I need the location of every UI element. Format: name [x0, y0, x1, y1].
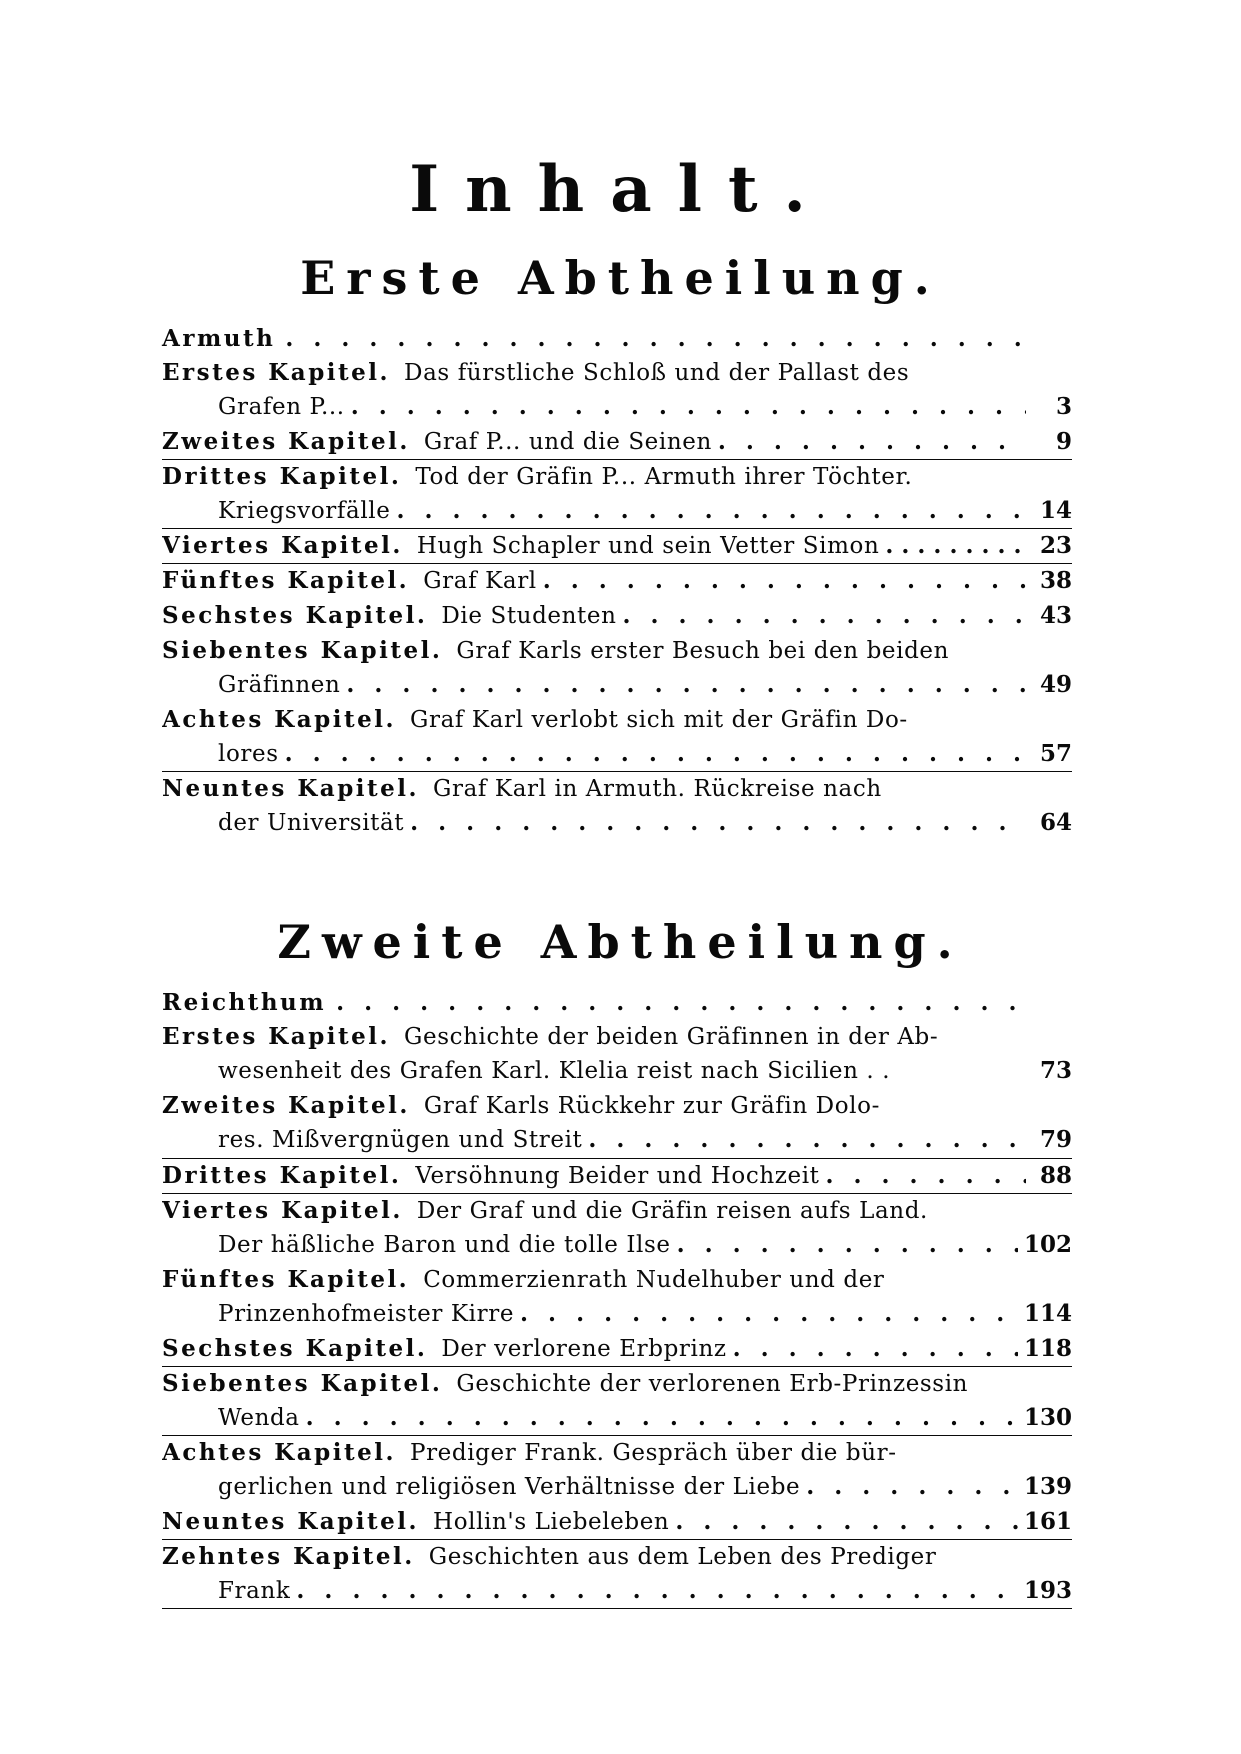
chapter-title: Frank	[218, 1578, 291, 1604]
chapter-label: Drittes Kapitel.	[162, 463, 402, 490]
toc-entry	[162, 1263, 1072, 1332]
chapter-label: Sechstes Kapitel.	[162, 602, 428, 629]
chapter-label: Viertes Kapitel.	[162, 532, 403, 559]
chapter-label: Zehntes Kapitel.	[162, 1543, 415, 1570]
chapter-label: Sechstes Kapitel.	[162, 1335, 428, 1362]
chapter-title: Versöhnung Beider und Hochzeit	[415, 1163, 820, 1189]
toc-entry	[162, 1540, 1072, 1609]
toc-entry	[162, 1158, 1072, 1194]
page-number: 193	[1023, 1577, 1072, 1604]
dot-leader	[623, 599, 1026, 633]
chapter-title: Die Studenten	[441, 603, 617, 629]
dot-leader	[677, 1228, 1018, 1262]
toc-entry	[162, 703, 1072, 772]
chapter-title: lores	[218, 741, 279, 767]
chapter-title: Geschichte der verlorenen Erb-Prinzessin	[456, 1371, 969, 1397]
chapter-label: Siebentes Kapitel.	[162, 637, 443, 664]
dot-leader	[675, 1505, 1018, 1539]
chapter-label: Fünftes Kapitel.	[162, 1266, 410, 1293]
part-heading-label: Armuth	[162, 325, 276, 352]
dot-leader	[826, 1159, 1027, 1193]
chapter-label: Erstes Kapitel.	[162, 359, 391, 386]
chapter-title: Hugh Schapler und sein Vetter Simon	[416, 533, 880, 559]
chapter-title: Der häßliche Baron und die tolle Ilse	[218, 1232, 671, 1258]
toc-entry	[162, 564, 1072, 599]
chapter-title: Hollin's Liebeleben	[433, 1509, 670, 1535]
page-number: 161	[1023, 1508, 1072, 1535]
page-number: 79	[1039, 1126, 1072, 1153]
dot-leader	[306, 1401, 1018, 1435]
page-number: 130	[1023, 1404, 1072, 1431]
chapter-title: der Universität	[218, 810, 405, 836]
chapter-label: Zweites Kapitel.	[162, 1092, 410, 1119]
chapter-label: Erstes Kapitel.	[162, 1023, 391, 1050]
page-number: 64	[1039, 809, 1072, 836]
chapter-title: Das fürstliche Schloß und der Pallast des	[404, 360, 910, 386]
page-number: 9	[1055, 428, 1072, 455]
page-number: 118	[1023, 1335, 1072, 1362]
chapter-title: Prinzenhofmeister Kirre	[218, 1301, 515, 1327]
chapter-label: Viertes Kapitel.	[162, 1197, 403, 1224]
part-title: Zweite Abtheilung.	[277, 915, 964, 969]
dot-leader	[285, 322, 1020, 356]
chapter-title: Gräfinnen	[218, 672, 341, 698]
dot-leader	[733, 1332, 1018, 1366]
chapter-title: Graf Karl verlobt sich mit der Gräfin Do-	[410, 707, 908, 733]
dot-leader	[296, 1574, 1018, 1608]
toc-entry	[162, 1436, 1072, 1505]
chapter-title: Der verlorene Erbprinz	[441, 1336, 727, 1362]
dot-leader	[396, 494, 1026, 528]
toc-entry	[162, 1505, 1072, 1540]
chapter-title: Graf Karl in Armuth. Rückreise nach	[433, 776, 882, 802]
dot-leader	[336, 986, 1020, 1020]
chapter-title: Commerzienrath Nudelhuber und der	[423, 1267, 885, 1293]
toc-entry	[162, 1020, 1072, 1089]
page-number: 43	[1039, 602, 1072, 629]
dot-leader	[410, 806, 1026, 840]
page-number: 57	[1039, 740, 1072, 767]
toc-part-2	[162, 986, 1072, 1609]
toc-entry	[162, 1194, 1072, 1263]
chapter-label: Achtes Kapitel.	[162, 706, 396, 733]
chapter-title: gerlichen und religiösen Verhältnisse der Liebe	[218, 1474, 801, 1500]
toc-entry	[162, 1332, 1072, 1367]
part-heading-label: Reichthum	[162, 989, 327, 1016]
dot-leader	[806, 1470, 1018, 1504]
page-number: 102	[1023, 1231, 1072, 1258]
page-number: 23	[1039, 532, 1072, 559]
page-number: 3	[1055, 393, 1072, 420]
chapter-title: res. Mißvergnügen und Streit	[218, 1127, 583, 1153]
chapter-title: Tod der Gräfin P... Armuth ihrer Töchter.	[415, 464, 913, 490]
chapter-label: Siebentes Kapitel.	[162, 1370, 443, 1397]
chapter-title: Der Graf und die Gräfin reisen aufs Land.	[416, 1198, 928, 1224]
toc-entry	[162, 1089, 1072, 1158]
dot-leader	[285, 737, 1026, 771]
chapter-title: wesenheit des Grafen Karl. Klelia reist nach Sicilien . .	[218, 1058, 891, 1084]
page-number: 38	[1039, 567, 1072, 594]
chapter-title: Geschichte der beiden Gräfinnen in der Ab-	[404, 1024, 939, 1050]
chapter-title: Graf Karls Rückkehr zur Gräfin Dolo-	[423, 1093, 880, 1119]
dot-leader	[346, 668, 1026, 702]
toc-entry	[162, 460, 1072, 529]
page-number: 14	[1039, 497, 1072, 524]
toc-entry	[162, 356, 1072, 425]
dot-leader	[718, 425, 1026, 459]
chapter-title: Kriegsvorfälle	[218, 498, 391, 524]
toc-entry	[162, 425, 1072, 460]
chapter-label: Neuntes Kapitel.	[162, 775, 420, 802]
chapter-label: Zweites Kapitel.	[162, 428, 410, 455]
toc-part-1	[162, 322, 1072, 841]
chapter-title: Grafen P...	[218, 394, 345, 420]
dot-leader	[588, 1123, 1026, 1157]
chapter-label: Drittes Kapitel.	[162, 1162, 402, 1189]
chapter-title: Wenda	[218, 1405, 300, 1431]
page-number: 139	[1023, 1473, 1072, 1500]
chapter-title: Prediger Frank. Gespräch über die bür-	[410, 1440, 897, 1466]
chapter-title: Graf P... und die Seinen	[423, 429, 712, 455]
page-number: 73	[1039, 1057, 1072, 1084]
page-number: 114	[1023, 1300, 1072, 1327]
chapter-title: Geschichten aus dem Leben des Prediger	[428, 1544, 937, 1570]
page-title: Inhalt.	[409, 152, 832, 227]
toc-entry	[162, 634, 1072, 703]
page-number: 49	[1039, 671, 1072, 698]
toc-entry	[162, 529, 1072, 564]
chapter-label: Achtes Kapitel.	[162, 1439, 396, 1466]
part-heading	[162, 322, 1072, 356]
toc-entry	[162, 599, 1072, 634]
dot-leader	[351, 390, 1026, 424]
chapter-label: Neuntes Kapitel.	[162, 1508, 420, 1535]
chapter-title: Graf Karl	[423, 568, 537, 594]
dot-leader	[543, 564, 1026, 598]
toc-entry	[162, 772, 1072, 841]
chapter-label: Fünftes Kapitel.	[162, 567, 410, 594]
toc-entry	[162, 1367, 1072, 1436]
dot-leader	[885, 529, 1026, 563]
page-number: 88	[1039, 1162, 1072, 1189]
part-heading	[162, 986, 1072, 1020]
chapter-title: Graf Karls erster Besuch bei den beiden	[456, 638, 950, 664]
dot-leader	[520, 1297, 1018, 1331]
part-title: Erste Abtheilung.	[300, 251, 941, 305]
